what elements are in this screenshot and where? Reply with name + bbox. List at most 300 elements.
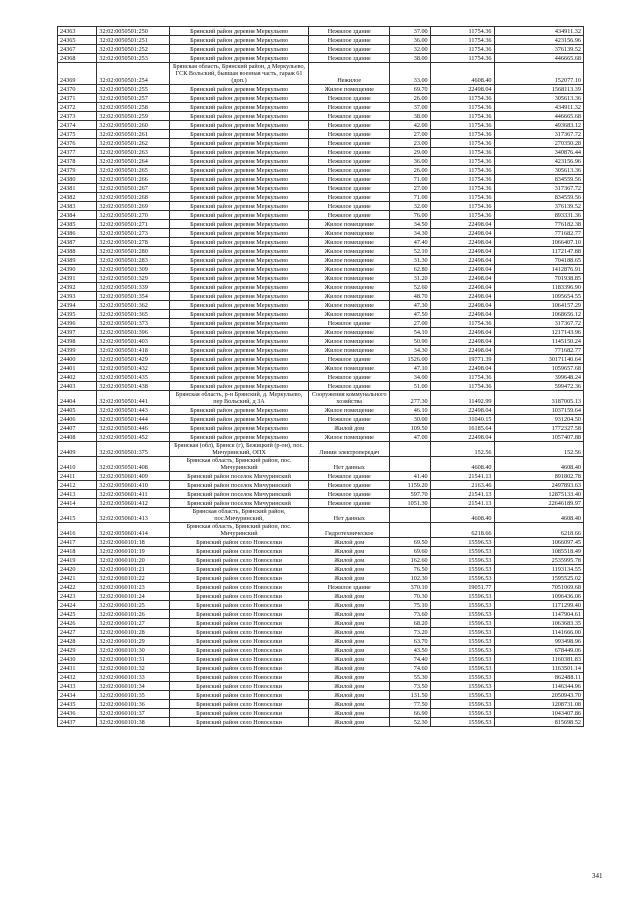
row-number-cell: 24384 bbox=[58, 211, 97, 220]
cadastral-value-cell: 1208731.08 bbox=[494, 700, 583, 709]
cadastral-value-cell: 1043407.86 bbox=[494, 709, 583, 718]
row-number-cell: 24409 bbox=[58, 442, 97, 457]
area-cell: 69.50 bbox=[390, 538, 430, 547]
address-cell: Брянский район деревня Меркульево bbox=[169, 406, 308, 415]
unit-value-cell: 22498.04 bbox=[430, 346, 494, 355]
cadastral-value-cell: 599472.36 bbox=[494, 382, 583, 391]
area-cell: 74.40 bbox=[390, 655, 430, 664]
object-type-cell: Жилой дом bbox=[309, 538, 390, 547]
table-row bbox=[58, 112, 584, 121]
address-cell: Брянский район деревня Меркульево bbox=[169, 202, 308, 211]
cadastral-value-cell: 340876.44 bbox=[494, 148, 583, 157]
address-cell: Брянский район деревня Меркульево bbox=[169, 355, 308, 364]
unit-value-cell: 15596.53 bbox=[430, 628, 494, 637]
cadastral-number-cell: 32:02:0050601:413 bbox=[97, 508, 169, 523]
unit-value-cell: 21541.13 bbox=[430, 499, 494, 508]
cadastral-value-cell: 376139.52 bbox=[494, 202, 583, 211]
area-cell: 36.00 bbox=[390, 36, 430, 45]
row-number-cell: 24403 bbox=[58, 382, 97, 391]
row-number-cell: 24369 bbox=[58, 63, 97, 85]
unit-value-cell: 19771.39 bbox=[430, 355, 494, 364]
area-cell: 54.10 bbox=[390, 328, 430, 337]
unit-value-cell: 11754.36 bbox=[430, 319, 494, 328]
table-row bbox=[58, 247, 584, 256]
cadastral-value-cell: 1066407.10 bbox=[494, 238, 583, 247]
cadastral-number-cell: 32:02:0050501:283 bbox=[97, 256, 169, 265]
object-type-cell: Нежилое здание bbox=[309, 166, 390, 175]
row-number-cell: 24373 bbox=[58, 112, 97, 121]
unit-value-cell: 15596.53 bbox=[430, 556, 494, 565]
table-row bbox=[58, 682, 584, 691]
address-cell: Брянская область, р-н Брянский, д. Меркульево, пер Вольский, д 3А bbox=[169, 391, 308, 406]
object-type-cell: Жилое помещение bbox=[309, 433, 390, 442]
cadastral-number-cell: 32:02:0060101:35 bbox=[97, 691, 169, 700]
unit-value-cell: 11754.36 bbox=[430, 103, 494, 112]
address-cell: Брянский район деревня Меркульево bbox=[169, 27, 308, 36]
table-row bbox=[58, 36, 584, 45]
address-cell: Брянский район село Новоселки bbox=[169, 592, 308, 601]
row-number-cell: 24407 bbox=[58, 424, 97, 433]
object-type-cell: Жилой дом bbox=[309, 610, 390, 619]
area-cell: 27.00 bbox=[390, 319, 430, 328]
row-number-cell: 24420 bbox=[58, 565, 97, 574]
cadastral-value-cell: 815698.52 bbox=[494, 718, 583, 727]
unit-value-cell: 16185.64 bbox=[430, 424, 494, 433]
object-type-cell: Нет данных bbox=[309, 457, 390, 472]
cadastral-number-cell: 32:02:0050501:278 bbox=[97, 238, 169, 247]
table-row bbox=[58, 328, 584, 337]
area-cell: 34.00 bbox=[390, 373, 430, 382]
row-number-cell: 24368 bbox=[58, 54, 97, 63]
cadastral-value-cell: 931204.50 bbox=[494, 415, 583, 424]
cadastral-value-cell: 152077.10 bbox=[494, 63, 583, 85]
object-type-cell: Нежилое здание bbox=[309, 415, 390, 424]
cadastral-number-cell: 32:02:0060101:21 bbox=[97, 565, 169, 574]
area-cell: 109.50 bbox=[390, 424, 430, 433]
cadastral-value-cell: 1057407.88 bbox=[494, 433, 583, 442]
unit-value-cell: 11754.36 bbox=[430, 157, 494, 166]
cadastral-number-cell: 32:02:0050501:273 bbox=[97, 229, 169, 238]
table-row bbox=[58, 433, 584, 442]
address-cell: Брянский район поселок Мичуринский bbox=[169, 472, 308, 481]
cadastral-value-cell: 1171299.40 bbox=[494, 601, 583, 610]
cadastral-number-cell: 32:02:0050501:438 bbox=[97, 382, 169, 391]
table-row bbox=[58, 442, 584, 457]
address-cell: Брянский район село Новоселки bbox=[169, 565, 308, 574]
table-row bbox=[58, 646, 584, 655]
area-cell: 31.30 bbox=[390, 256, 430, 265]
table-row bbox=[58, 54, 584, 63]
object-type-cell: Нежилое здание bbox=[309, 319, 390, 328]
cadastral-number-cell: 32:02:0050501:309 bbox=[97, 265, 169, 274]
object-type-cell: Жилое помещение bbox=[309, 346, 390, 355]
address-cell: Брянский район деревня Меркульево bbox=[169, 157, 308, 166]
address-cell: Брянский район деревня Меркульево bbox=[169, 45, 308, 54]
cadastral-number-cell: 32:02:0050501:441 bbox=[97, 391, 169, 406]
address-cell: Брянский район деревня Меркульево bbox=[169, 148, 308, 157]
table-row bbox=[58, 547, 584, 556]
cadastral-value-cell: 2535995.78 bbox=[494, 556, 583, 565]
address-cell: Брянский район деревня Меркульево bbox=[169, 256, 308, 265]
address-cell: Брянский район село Новоселки bbox=[169, 601, 308, 610]
area-cell: 34.30 bbox=[390, 346, 430, 355]
cadastral-number-cell: 32:02:0050501:258 bbox=[97, 103, 169, 112]
row-number-cell: 24374 bbox=[58, 121, 97, 130]
area-cell: 102.30 bbox=[390, 574, 430, 583]
area-cell: 70.30 bbox=[390, 592, 430, 601]
object-type-cell: Жилое помещение bbox=[309, 229, 390, 238]
row-number-cell: 24408 bbox=[58, 433, 97, 442]
row-number-cell: 24416 bbox=[58, 523, 97, 538]
cadastral-number-cell: 32:02:0060101:30 bbox=[97, 646, 169, 655]
cadastral-number-cell: 32:02:0050501:418 bbox=[97, 346, 169, 355]
cadastral-value-cell: 893331.36 bbox=[494, 211, 583, 220]
cadastral-value-cell: 776182.38 bbox=[494, 220, 583, 229]
cadastral-value-cell: 2497893.63 bbox=[494, 481, 583, 490]
unit-value-cell: 11754.36 bbox=[430, 175, 494, 184]
area-cell: 73.20 bbox=[390, 628, 430, 637]
unit-value-cell: 15596.53 bbox=[430, 655, 494, 664]
address-cell: Брянский район деревня Меркульево bbox=[169, 265, 308, 274]
unit-value-cell: 11754.36 bbox=[430, 130, 494, 139]
unit-value-cell: 22498.04 bbox=[430, 364, 494, 373]
address-cell: Брянский район село Новоселки bbox=[169, 538, 308, 547]
cadastral-number-cell: 32:02:0060101:26 bbox=[97, 610, 169, 619]
table-row bbox=[58, 265, 584, 274]
unit-value-cell: 4608.40 bbox=[430, 63, 494, 85]
cadastral-value-cell: 1059657.68 bbox=[494, 364, 583, 373]
table-row bbox=[58, 346, 584, 355]
row-number-cell: 24363 bbox=[58, 27, 97, 36]
unit-value-cell: 15596.53 bbox=[430, 664, 494, 673]
object-type-cell: Жилой дом bbox=[309, 592, 390, 601]
area-cell: 277.30 bbox=[390, 391, 430, 406]
table-row bbox=[58, 709, 584, 718]
table-row bbox=[58, 691, 584, 700]
area-cell: 76.50 bbox=[390, 565, 430, 574]
address-cell: Брянский район село Новоселки bbox=[169, 628, 308, 637]
area-cell: 55.30 bbox=[390, 673, 430, 682]
unit-value-cell: 19051.77 bbox=[430, 583, 494, 592]
table-row bbox=[58, 718, 584, 727]
table-row bbox=[58, 373, 584, 382]
cadastral-number-cell: 32:02:0050501:329 bbox=[97, 274, 169, 283]
area-cell: 52.30 bbox=[390, 718, 430, 727]
address-cell: Брянский район деревня Меркульево bbox=[169, 364, 308, 373]
object-type-cell: Жилой дом bbox=[309, 700, 390, 709]
table-row bbox=[58, 319, 584, 328]
unit-value-cell: 15596.53 bbox=[430, 700, 494, 709]
address-cell: Брянский район деревня Меркульево bbox=[169, 54, 308, 63]
table-row bbox=[58, 238, 584, 247]
table-row bbox=[58, 193, 584, 202]
cadastral-number-cell: 32:02:0050501:435 bbox=[97, 373, 169, 382]
cadastral-value-cell: 446665.68 bbox=[494, 54, 583, 63]
table-row bbox=[58, 121, 584, 130]
address-cell: Брянский район деревня Меркульево bbox=[169, 229, 308, 238]
unit-value-cell: 22498.04 bbox=[430, 301, 494, 310]
cadastral-number-cell: 32:02:0050501:271 bbox=[97, 220, 169, 229]
table-row bbox=[58, 673, 584, 682]
table-row bbox=[58, 592, 584, 601]
area-cell: 52.60 bbox=[390, 283, 430, 292]
table-row bbox=[58, 45, 584, 54]
cadastral-value-cell: 1160381.83 bbox=[494, 655, 583, 664]
address-cell: Брянский район село Новоселки bbox=[169, 610, 308, 619]
object-type-cell: Нежилое здание bbox=[309, 157, 390, 166]
row-number-cell: 24379 bbox=[58, 166, 97, 175]
cadastral-value-cell: 1147904.61 bbox=[494, 610, 583, 619]
area-cell: 74.60 bbox=[390, 664, 430, 673]
area-cell: 71.00 bbox=[390, 175, 430, 184]
cadastral-number-cell: 32:02:0050501:280 bbox=[97, 247, 169, 256]
row-number-cell: 24391 bbox=[58, 274, 97, 283]
unit-value-cell: 11754.36 bbox=[430, 382, 494, 391]
address-cell: Брянский район село Новоселки bbox=[169, 691, 308, 700]
object-type-cell: Нежилое здание bbox=[309, 193, 390, 202]
object-type-cell: Жилой дом bbox=[309, 718, 390, 727]
cadastral-value-cell: 4608.40 bbox=[494, 457, 583, 472]
row-number-cell: 24402 bbox=[58, 373, 97, 382]
object-type-cell: Нежилое здание bbox=[309, 139, 390, 148]
unit-value-cell: 21541.13 bbox=[430, 490, 494, 499]
unit-value-cell: 22498.04 bbox=[430, 247, 494, 256]
row-number-cell: 24434 bbox=[58, 691, 97, 700]
unit-value-cell: 15596.53 bbox=[430, 610, 494, 619]
object-type-cell: Жилое помещение bbox=[309, 256, 390, 265]
unit-value-cell: 11754.36 bbox=[430, 166, 494, 175]
row-number-cell: 24411 bbox=[58, 472, 97, 481]
object-type-cell: Жилое помещение bbox=[309, 301, 390, 310]
cadastral-number-cell: 32:02:0060101:23 bbox=[97, 583, 169, 592]
cadastral-number-cell: 32:02:0060101:33 bbox=[97, 673, 169, 682]
unit-value-cell: 11754.36 bbox=[430, 94, 494, 103]
address-cell: Брянский район деревня Меркульево bbox=[169, 85, 308, 94]
cadastral-number-cell: 32:02:0050501:268 bbox=[97, 193, 169, 202]
cadastral-value-cell: 317367.72 bbox=[494, 319, 583, 328]
row-number-cell: 24389 bbox=[58, 256, 97, 265]
table-row bbox=[58, 565, 584, 574]
unit-value-cell: 15596.53 bbox=[430, 565, 494, 574]
area-cell: 34.30 bbox=[390, 229, 430, 238]
cadastral-number-cell: 32:02:0050501:270 bbox=[97, 211, 169, 220]
cadastral-value-cell: 493683.12 bbox=[494, 121, 583, 130]
object-type-cell: Жилое помещение bbox=[309, 283, 390, 292]
cadastral-number-cell: 32:02:0050501:354 bbox=[97, 292, 169, 301]
row-number-cell: 24429 bbox=[58, 646, 97, 655]
address-cell: Брянский район деревня Меркульево bbox=[169, 211, 308, 220]
unit-value-cell: 11754.36 bbox=[430, 139, 494, 148]
row-number-cell: 24386 bbox=[58, 229, 97, 238]
table-row bbox=[58, 499, 584, 508]
cadastral-number-cell: 32:02:0050501:432 bbox=[97, 364, 169, 373]
cadastral-number-cell: 32:02:0050501:253 bbox=[97, 54, 169, 63]
row-number-cell: 24412 bbox=[58, 481, 97, 490]
unit-value-cell: 11754.36 bbox=[430, 211, 494, 220]
row-number-cell: 24435 bbox=[58, 700, 97, 709]
table-row bbox=[58, 139, 584, 148]
table-row bbox=[58, 63, 584, 85]
table-row bbox=[58, 583, 584, 592]
address-cell: Брянский район деревня Меркульево bbox=[169, 184, 308, 193]
row-number-cell: 24415 bbox=[58, 508, 97, 523]
area-cell: 162.60 bbox=[390, 556, 430, 565]
unit-value-cell: 21541.13 bbox=[430, 472, 494, 481]
area-cell: 51.00 bbox=[390, 382, 430, 391]
area-cell: 68.20 bbox=[390, 619, 430, 628]
cadastral-number-cell: 32:02:0050601:412 bbox=[97, 499, 169, 508]
cadastral-number-cell: 32:02:0050501:260 bbox=[97, 121, 169, 130]
object-type-cell: Линии электропередач bbox=[309, 442, 390, 457]
object-type-cell: Жилой дом bbox=[309, 565, 390, 574]
object-type-cell: Жилой дом bbox=[309, 682, 390, 691]
cadastral-value-cell: 993498.96 bbox=[494, 637, 583, 646]
object-type-cell: Нежилое здание bbox=[309, 148, 390, 157]
cadastral-value-cell: 1064157.29 bbox=[494, 301, 583, 310]
table-row bbox=[58, 274, 584, 283]
unit-value-cell: 15596.53 bbox=[430, 718, 494, 727]
table-row bbox=[58, 538, 584, 547]
cadastral-number-cell: 32:02:0060101:25 bbox=[97, 601, 169, 610]
cadastral-value-cell: 152.56 bbox=[494, 442, 583, 457]
cadastral-number-cell: 32:02:0050601:409 bbox=[97, 472, 169, 481]
cadastral-number-cell: 32:02:0050501:259 bbox=[97, 112, 169, 121]
cadastral-number-cell: 32:02:0050501:446 bbox=[97, 424, 169, 433]
area-cell bbox=[390, 442, 430, 457]
address-cell: Брянский район деревня Меркульево bbox=[169, 274, 308, 283]
object-type-cell: Жилой дом bbox=[309, 709, 390, 718]
unit-value-cell: 22498.04 bbox=[430, 433, 494, 442]
cadastral-value-cell: 1163501.14 bbox=[494, 664, 583, 673]
row-number-cell: 24376 bbox=[58, 139, 97, 148]
object-type-cell: Нежилое здание bbox=[309, 54, 390, 63]
address-cell: Брянская область, Брянский район, д Меркульево, ГСК Вольский, бывшая военная часть, гараж 61 (доп.) bbox=[169, 63, 308, 85]
area-cell: 69.70 bbox=[390, 85, 430, 94]
cadastral-number-cell: 32:02:0050501:362 bbox=[97, 301, 169, 310]
row-number-cell: 24405 bbox=[58, 406, 97, 415]
area-cell: 48.70 bbox=[390, 292, 430, 301]
unit-value-cell: 22498.04 bbox=[430, 337, 494, 346]
unit-value-cell: 4608.40 bbox=[430, 508, 494, 523]
row-number-cell: 24421 bbox=[58, 574, 97, 583]
row-number-cell: 24431 bbox=[58, 664, 97, 673]
cadastral-number-cell: 32:02:0060101:27 bbox=[97, 619, 169, 628]
cadastral-value-cell: 1412876.91 bbox=[494, 265, 583, 274]
unit-value-cell: 15596.53 bbox=[430, 691, 494, 700]
table-row bbox=[58, 301, 584, 310]
area-cell: 42.00 bbox=[390, 121, 430, 130]
area-cell: 29.00 bbox=[390, 148, 430, 157]
row-number-cell: 24396 bbox=[58, 319, 97, 328]
address-cell: Брянский район поселок Мичуринский bbox=[169, 490, 308, 499]
unit-value-cell: 152.56 bbox=[430, 442, 494, 457]
area-cell: 52.10 bbox=[390, 247, 430, 256]
cadastral-number-cell: 32:02:0060101:24 bbox=[97, 592, 169, 601]
object-type-cell: Жилое помещение bbox=[309, 265, 390, 274]
cadastral-number-cell: 32:02:0050501:251 bbox=[97, 36, 169, 45]
row-number-cell: 24430 bbox=[58, 655, 97, 664]
row-number-cell: 24375 bbox=[58, 130, 97, 139]
table-row bbox=[58, 523, 584, 538]
table-row bbox=[58, 382, 584, 391]
object-type-cell: Нежилое здание bbox=[309, 583, 390, 592]
cadastral-number-cell: 32:02:0060101:32 bbox=[97, 664, 169, 673]
address-cell: Брянский район деревня Меркульево bbox=[169, 238, 308, 247]
cadastral-number-cell: 32:02:0050501:265 bbox=[97, 166, 169, 175]
cadastral-value-cell: 1595525.02 bbox=[494, 574, 583, 583]
area-cell: 131.50 bbox=[390, 691, 430, 700]
object-type-cell: Нежилое здание bbox=[309, 27, 390, 36]
unit-value-cell: 11754.36 bbox=[430, 148, 494, 157]
unit-value-cell: 15596.53 bbox=[430, 709, 494, 718]
address-cell: Брянский район село Новоселки bbox=[169, 574, 308, 583]
cadastral-number-cell: 32:02:0050501:257 bbox=[97, 94, 169, 103]
cadastral-number-cell: 32:02:0060101:31 bbox=[97, 655, 169, 664]
object-type-cell: Гидротехническое bbox=[309, 523, 390, 538]
cadastral-value-cell: 376139.52 bbox=[494, 45, 583, 54]
table-row bbox=[58, 391, 584, 406]
object-type-cell: Нежилое здание bbox=[309, 175, 390, 184]
cadastral-number-cell: 32:02:0050501:255 bbox=[97, 85, 169, 94]
area-cell: 370.10 bbox=[390, 583, 430, 592]
cadastral-number-cell: 32:02:0050501:264 bbox=[97, 157, 169, 166]
table-row bbox=[58, 424, 584, 433]
table-row bbox=[58, 229, 584, 238]
unit-value-cell: 22498.04 bbox=[430, 283, 494, 292]
object-type-cell: Жилой дом bbox=[309, 601, 390, 610]
address-cell: Брянский район деревня Меркульево bbox=[169, 220, 308, 229]
cadastral-value-cell: 771682.77 bbox=[494, 229, 583, 238]
cadastral-value-cell: 423156.96 bbox=[494, 157, 583, 166]
object-type-cell: Нежилое здание bbox=[309, 202, 390, 211]
address-cell: Брянский район деревня Меркульево bbox=[169, 36, 308, 45]
cadastral-value-cell: 1063683.35 bbox=[494, 619, 583, 628]
object-type-cell: Нежилое bbox=[309, 63, 390, 85]
area-cell: 26.00 bbox=[390, 166, 430, 175]
address-cell: Брянский район деревня Меркульево bbox=[169, 112, 308, 121]
unit-value-cell: 15596.53 bbox=[430, 574, 494, 583]
unit-value-cell: 2163.46 bbox=[430, 481, 494, 490]
cadastral-value-cell: 1141666.00 bbox=[494, 628, 583, 637]
table-row bbox=[58, 148, 584, 157]
table-row bbox=[58, 166, 584, 175]
cadastral-value-cell: 1772327.58 bbox=[494, 424, 583, 433]
row-number-cell: 24383 bbox=[58, 202, 97, 211]
row-number-cell: 24417 bbox=[58, 538, 97, 547]
cadastral-value-cell: 2050943.70 bbox=[494, 691, 583, 700]
area-cell: 71.00 bbox=[390, 193, 430, 202]
cadastral-number-cell: 32:02:0050501:267 bbox=[97, 184, 169, 193]
unit-value-cell: 11754.36 bbox=[430, 112, 494, 121]
table-row bbox=[58, 130, 584, 139]
unit-value-cell: 11754.36 bbox=[430, 121, 494, 130]
row-number-cell: 24385 bbox=[58, 220, 97, 229]
area-cell: 50.90 bbox=[390, 337, 430, 346]
row-number-cell: 24381 bbox=[58, 184, 97, 193]
cadastral-value-cell: 6218.66 bbox=[494, 523, 583, 538]
address-cell: Брянский район село Новоселки bbox=[169, 682, 308, 691]
address-cell: Брянский район деревня Меркульево bbox=[169, 301, 308, 310]
row-number-cell: 24423 bbox=[58, 592, 97, 601]
cadastral-number-cell: 32:02:0050501:262 bbox=[97, 139, 169, 148]
unit-value-cell: 15596.53 bbox=[430, 619, 494, 628]
cadastral-number-cell: 32:02:0050501:250 bbox=[97, 27, 169, 36]
table-row bbox=[58, 292, 584, 301]
table-row bbox=[58, 472, 584, 481]
table-row bbox=[58, 655, 584, 664]
unit-value-cell: 6218.66 bbox=[430, 523, 494, 538]
area-cell: 47.50 bbox=[390, 310, 430, 319]
